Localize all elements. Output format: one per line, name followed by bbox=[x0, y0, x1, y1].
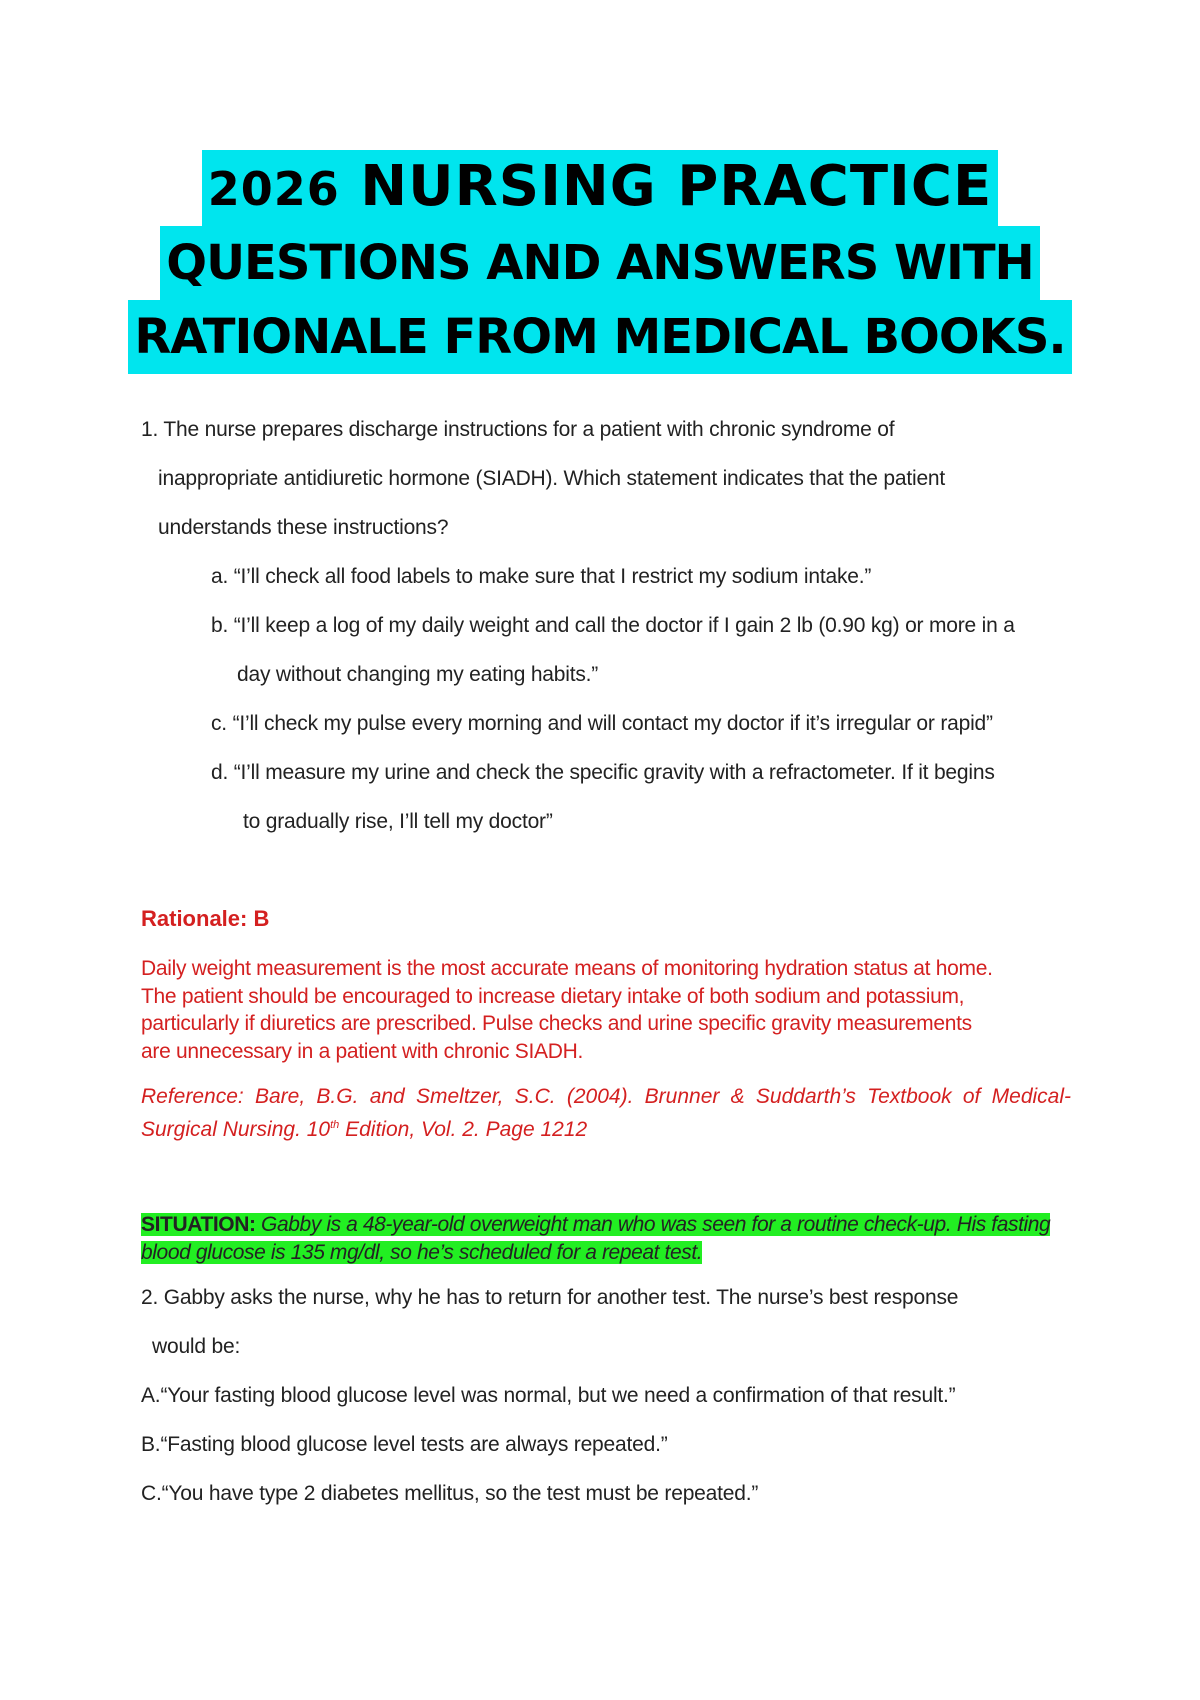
situation-label: SITUATION: bbox=[141, 1213, 256, 1236]
situation-box bbox=[141, 1211, 1073, 1267]
question-1-option-b: b. “I’ll keep a log of my daily weight and call the doctor if I gain 2 lb (0.90 kg) or more in a bbox=[211, 614, 1015, 637]
title-text-1: NURSING PRACTICE bbox=[360, 154, 993, 219]
reference-citation bbox=[141, 1083, 1071, 1144]
situation-text: Gabby is a 48-year-old overweight man who was seen for a routine check-up. His fasting blood glucose is 135 mg/dl, so he’s scheduled for a repeat test. bbox=[141, 1213, 1051, 1264]
question-1-option-d: d. “I’ll measure my urine and check the specific gravity with a refractometer. If it begins bbox=[211, 761, 995, 784]
rationale-line-4: are unnecessary in a patient with chronic SIADH. bbox=[141, 1039, 583, 1063]
question-2-option-b: B.“Fasting blood glucose level tests are always repeated.” bbox=[141, 1433, 668, 1456]
question-2-line-2: would be: bbox=[152, 1335, 241, 1358]
title-line-2 bbox=[0, 226, 1200, 300]
document-title bbox=[0, 150, 1200, 374]
title-line-1 bbox=[0, 150, 1200, 226]
question-1-option-d-cont: to gradually rise, I’ll tell my doctor” bbox=[243, 810, 553, 833]
question-2-option-a: A.“Your fasting blood glucose level was normal, but we need a confirmation of that result.” bbox=[141, 1384, 956, 1407]
rationale-line-1: Daily weight measurement is the most accurate means of monitoring hydration status at home. bbox=[141, 957, 993, 980]
reference-text-end: Edition, Vol. 2. Page 1212 bbox=[339, 1118, 588, 1141]
question-1-option-a: a. “I’ll check all food labels to make sure that I restrict my sodium intake.” bbox=[211, 565, 872, 588]
title-text-3: RATIONALE FROM MEDICAL BOOKS. bbox=[128, 300, 1071, 374]
question-2-option-c: C.“You have type 2 diabetes mellitus, so the test must be repeated.” bbox=[141, 1482, 759, 1505]
question-2-line-1: 2. Gabby asks the nurse, why he has to return for another test. The nurse’s best response bbox=[141, 1286, 959, 1309]
rationale-text bbox=[141, 955, 1071, 1065]
question-1-line-2: inappropriate antidiuretic hormone (SIADH). Which statement indicates that the patient bbox=[158, 467, 946, 490]
title-text-2: QUESTIONS AND ANSWERS WITH bbox=[160, 226, 1039, 300]
title-year: 2026 bbox=[207, 162, 340, 216]
question-1-line-1: 1. The nurse prepares discharge instructions for a patient with chronic syndrome of bbox=[141, 418, 895, 441]
question-1-option-b-cont: day without changing my eating habits.” bbox=[237, 663, 599, 686]
rationale-line-3: particularly if diuretics are prescribed. Pulse checks and urine specific gravity measurements bbox=[141, 1012, 972, 1035]
reference-superscript: th bbox=[330, 1119, 340, 1131]
reference-text: Reference: Bare, B.G. and Smeltzer, S.C. (2004). Brunner & Suddarth’s Textbook of Medical-Surgical Nursing. 10 bbox=[141, 1085, 1071, 1141]
rationale-line-2: The patient should be encouraged to increase dietary intake of both sodium and potassium, bbox=[141, 984, 965, 1008]
title-line-3 bbox=[0, 300, 1200, 374]
rationale-heading: Rationale: B bbox=[141, 906, 270, 931]
question-1-line-3: understands these instructions? bbox=[158, 516, 449, 539]
question-1-option-c: c. “I’ll check my pulse every morning and will contact my doctor if it’s irregular or rapid” bbox=[211, 712, 993, 735]
